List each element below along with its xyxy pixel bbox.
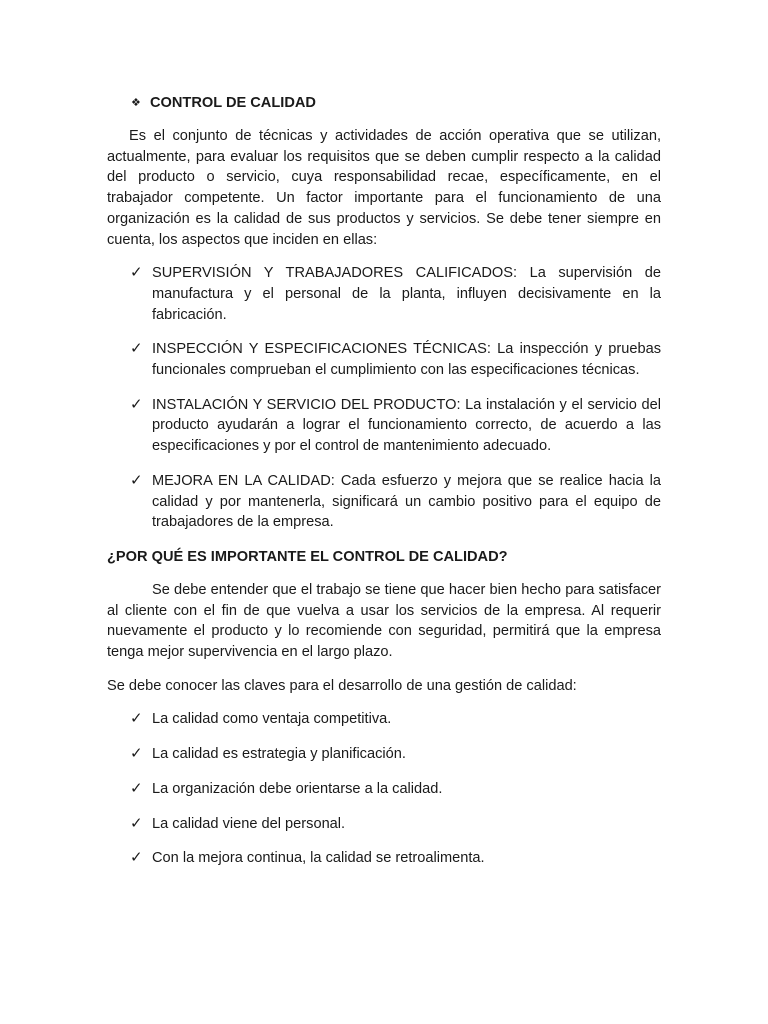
section-heading <box>131 92 661 114</box>
section-title: CONTROL DE CALIDAD <box>150 95 316 111</box>
list-item <box>130 263 661 325</box>
intro-paragraph: Es el conjunto de técnicas y actividades de acción operativa que se utilizan, actualmente, para evaluar los requisitos que se deben cumplir respecto a la calidad del producto o servicio, cuya responsabilidad recae, específicamente, en el trabajador competente. Un factor importante para el funcionamiento de una organización es la calidad de sus productos y servicios. Se debe tener siempre en cuenta, los aspectos que inciden en ellas: <box>107 128 661 248</box>
list-item <box>130 339 661 380</box>
checkmark-icon: ✓ <box>130 340 143 358</box>
list-item-text: La calidad como ventaja competitiva. <box>152 711 392 728</box>
list-item-text: La calidad es estrategia y planificación. <box>152 746 406 763</box>
list-item <box>130 471 661 533</box>
checkmark-icon: ✓ <box>130 395 143 413</box>
checkmark-icon: ✓ <box>130 745 143 763</box>
checkmark-icon: ✓ <box>130 710 143 728</box>
checkmark-icon: ✓ <box>130 471 143 489</box>
question-heading: ¿POR QUÉ ES IMPORTANTE EL CONTROL DE CALIDAD? <box>107 548 508 565</box>
aspects-list <box>107 263 661 533</box>
list-item-text: MEJORA EN LA CALIDAD: Cada esfuerzo y mejora que se realice hacia la calidad y por mantenerla, significará un cambio positivo para el equipo de trabajadores de la empresa. <box>152 472 661 531</box>
document-body <box>107 92 661 883</box>
list-item <box>130 779 661 800</box>
list-item <box>130 395 661 457</box>
checkmark-icon: ✓ <box>130 814 143 832</box>
keys-intro: Se debe conocer las claves para el desarrollo de una gestión de calidad: <box>107 677 577 694</box>
list-item <box>130 814 661 835</box>
list-item-text: INSTALACIÓN Y SERVICIO DEL PRODUCTO: La instalación y el servicio del producto ayudarán a lograr el funcionamiento correcto, de acuerdo a las especificaciones y por el control de mantenimiento adecuado. <box>152 396 661 455</box>
list-item-text: INSPECCIÓN Y ESPECIFICACIONES TÉCNICAS: La inspección y pruebas funcionales comprueban el cumplimiento con las especificaciones técnicas. <box>152 341 661 379</box>
list-item-text: La organización debe orientarse a la calidad. <box>152 780 443 797</box>
diamond-bullet-icon: ❖ <box>131 97 141 109</box>
checkmark-icon: ✓ <box>130 849 143 867</box>
list-item <box>130 709 661 730</box>
importance-paragraph: Se debe entender que el trabajo se tiene que hacer bien hecho para satisfacer al cliente con el fin de que vuelva a usar los servicios de la empresa. Al requerir nuevamente el producto y lo recomiende con seguridad, permitirá que la empresa tenga mejor supervivencia en el largo plazo. <box>107 581 661 661</box>
checkmark-icon: ✓ <box>130 264 143 282</box>
list-item-text: La calidad viene del personal. <box>152 815 346 832</box>
checkmark-icon: ✓ <box>130 779 143 797</box>
list-item <box>130 744 661 765</box>
list-item-text: Con la mejora continua, la calidad se retroalimenta. <box>152 850 485 867</box>
list-item <box>130 848 661 869</box>
list-item-text: SUPERVISIÓN Y TRABAJADORES CALIFICADOS: La supervisión de manufactura y el personal de la planta, influyen decisivamente en la fabricación. <box>152 265 661 323</box>
keys-list <box>107 709 661 869</box>
